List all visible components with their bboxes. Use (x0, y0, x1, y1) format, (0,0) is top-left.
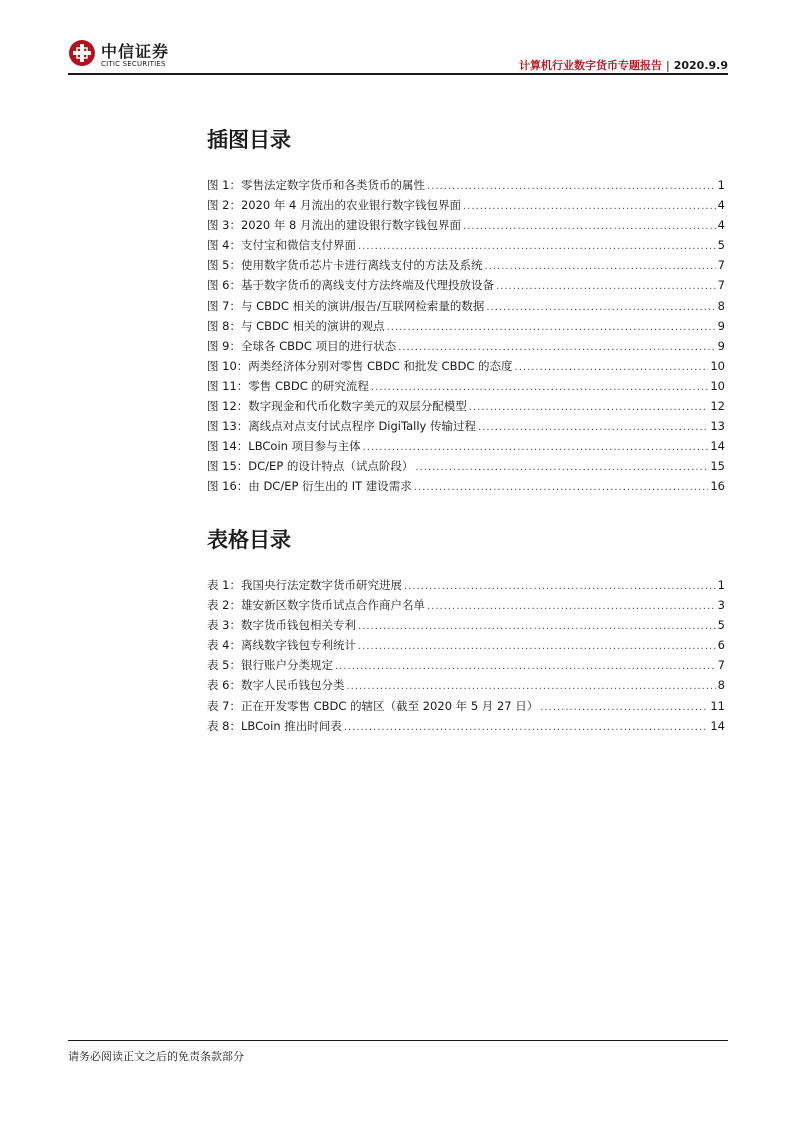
figures-toc-title: 插图目录 (207, 128, 291, 152)
toc-dot-leader (371, 378, 708, 398)
toc-page-number: 9 (717, 318, 725, 333)
toc-dot-leader (415, 458, 708, 478)
toc-page-number: 10 (710, 378, 725, 393)
toc-entry-label: 图 7：与 CBDC 相关的演讲/报告/互联网检索量的数据 (207, 298, 485, 313)
toc-entry-label: 图 9：全球各 CBDC 项目的进行状态 (207, 338, 397, 353)
toc-page-number: 16 (710, 479, 725, 494)
toc-page-number: 12 (710, 399, 725, 414)
toc-entry-label: 图 8：与 CBDC 相关的演讲的观点 (207, 318, 385, 333)
toc-entry[interactable] (207, 716, 725, 736)
toc-entry[interactable] (207, 456, 725, 476)
toc-entry-label: 图 13：离线点对点支付试点程序 DigiTally 传输过程 (207, 419, 477, 434)
footer-divider (68, 1040, 728, 1041)
toc-entry-label: 图 11：零售 CBDC 的研究流程 (207, 378, 369, 393)
tables-toc-title: 表格目录 (207, 528, 291, 552)
toc-entry-label: 图 3：2020 年 8 月流出的建设银行数字钱包界面 (207, 218, 462, 233)
report-title: 计算机行业数字货币专题报告 (519, 59, 662, 72)
toc-entry[interactable] (207, 316, 725, 336)
toc-entry-label: 图 12：数字现金和代币化数字美元的双层分配模型 (207, 399, 467, 414)
toc-entry[interactable] (207, 175, 725, 195)
toc-dot-leader (515, 358, 709, 378)
toc-entry[interactable] (207, 195, 725, 215)
toc-entry-label: 表 3：数字货币钱包相关专利 (207, 618, 356, 633)
toc-dot-leader (358, 237, 716, 257)
toc-entry[interactable] (207, 476, 725, 496)
toc-entry[interactable] (207, 635, 725, 655)
citic-logo (68, 39, 208, 71)
toc-entry[interactable] (207, 655, 725, 675)
footer-disclaimer: 请务必阅读正文之后的免责条款部分 (68, 1050, 244, 1063)
toc-dot-leader (335, 657, 716, 677)
toc-entry[interactable] (207, 275, 725, 295)
toc-dot-leader (398, 338, 716, 358)
toc-entry-label: 图 6：基于数字货币的离线支付方法终端及代理投放设备 (207, 278, 494, 293)
toc-entry-label: 图 2：2020 年 4 月流出的农业银行数字钱包界面 (207, 198, 462, 213)
toc-page-number: 3 (717, 598, 725, 613)
toc-entry[interactable] (207, 356, 725, 376)
toc-dot-leader (540, 698, 708, 718)
logo-english-name: CITIC SECURITIES (101, 60, 166, 68)
logo-chinese-name: 中信证券 (101, 42, 170, 61)
toc-dot-leader (486, 298, 715, 318)
toc-dot-leader (427, 597, 716, 617)
toc-page-number: 4 (717, 198, 725, 213)
toc-dot-leader (344, 718, 709, 738)
toc-dot-leader (358, 617, 716, 637)
toc-entry-label: 表 8：LBCoin 推出时间表 (207, 718, 342, 733)
toc-page-number: 7 (717, 258, 725, 273)
toc-entry-label: 图 14：LBCoin 项目参与主体 (207, 439, 361, 454)
toc-dot-leader (463, 217, 716, 237)
toc-dot-leader (427, 177, 716, 197)
toc-page-number: 9 (717, 338, 725, 353)
toc-dot-leader (414, 478, 709, 498)
toc-entry[interactable] (207, 296, 725, 316)
toc-entry-label: 表 1：我国央行法定数字货币研究进展 (207, 578, 402, 592)
figures-toc-list (207, 175, 725, 497)
toc-page-number: 7 (717, 658, 725, 673)
toc-page-number: 8 (717, 298, 725, 313)
toc-dot-leader (358, 637, 716, 657)
toc-entry[interactable] (207, 255, 725, 275)
tables-toc-list (207, 575, 725, 736)
toc-entry-label: 图 1：零售法定数字货币和各类货币的属性 (207, 178, 425, 192)
toc-page-number: 15 (710, 459, 725, 474)
header-separator: | (666, 59, 670, 72)
toc-page-number: 1 (717, 578, 725, 592)
toc-page-number: 7 (717, 278, 725, 293)
toc-entry-label: 表 7：正在开发零售 CBDC 的辖区（截至 2020 年 5 月 27 日） (207, 698, 539, 713)
toc-dot-leader (484, 257, 715, 277)
toc-entry[interactable] (207, 615, 725, 635)
toc-page-number: 1 (717, 178, 725, 192)
toc-page-number: 14 (710, 718, 725, 733)
toc-page-number: 10 (710, 358, 725, 373)
header-report-info (519, 57, 728, 73)
toc-dot-leader (387, 318, 716, 338)
report-date: 2020.9.9 (673, 59, 728, 72)
toc-entry-label: 表 2：雄安新区数字货币试点合作商户名单 (207, 598, 425, 613)
toc-entry-label: 图 4：支付宝和微信支付界面 (207, 238, 356, 253)
toc-dot-leader (463, 197, 716, 217)
toc-page-number: 8 (717, 678, 725, 693)
toc-dot-leader (346, 677, 715, 697)
toc-entry-label: 图 15：DC/EP 的设计特点（试点阶段） (207, 459, 414, 474)
citic-emblem-icon (68, 39, 96, 67)
toc-entry[interactable] (207, 675, 725, 695)
toc-entry[interactable] (207, 436, 725, 456)
toc-entry-label: 表 6：数字人民币钱包分类 (207, 678, 345, 693)
toc-dot-leader (496, 277, 716, 297)
toc-entry[interactable] (207, 376, 725, 396)
toc-dot-leader (469, 398, 709, 418)
toc-page-number: 11 (710, 698, 725, 713)
toc-entry-label: 表 4：离线数字钱包专利统计 (207, 638, 356, 653)
toc-entry[interactable] (207, 696, 725, 716)
toc-entry-label: 图 5：使用数字货币芯片卡进行离线支付的方法及系统 (207, 258, 483, 273)
page-header (68, 36, 728, 76)
toc-entry[interactable] (207, 416, 725, 436)
header-divider (68, 73, 728, 75)
toc-entry[interactable] (207, 235, 725, 255)
toc-dot-leader (363, 438, 709, 458)
toc-entry-label: 表 5：银行账户分类规定 (207, 658, 333, 673)
toc-entry-label: 图 10：两类经济体分别对零售 CBDC 和批发 CBDC 的态度 (207, 358, 513, 373)
toc-dot-leader (404, 577, 716, 597)
toc-page-number: 13 (710, 419, 725, 434)
toc-page-number: 6 (717, 638, 725, 653)
toc-entry[interactable] (207, 575, 725, 595)
toc-entry[interactable] (207, 396, 725, 416)
toc-page-number: 4 (717, 218, 725, 233)
toc-page-number: 14 (710, 439, 725, 454)
toc-entry[interactable] (207, 215, 725, 235)
toc-entry[interactable] (207, 336, 725, 356)
toc-entry[interactable] (207, 595, 725, 615)
toc-page-number: 5 (717, 238, 725, 253)
toc-page-number: 5 (717, 618, 725, 633)
toc-dot-leader (478, 418, 708, 438)
toc-entry-label: 图 16：由 DC/EP 衍生出的 IT 建设需求 (207, 479, 412, 494)
